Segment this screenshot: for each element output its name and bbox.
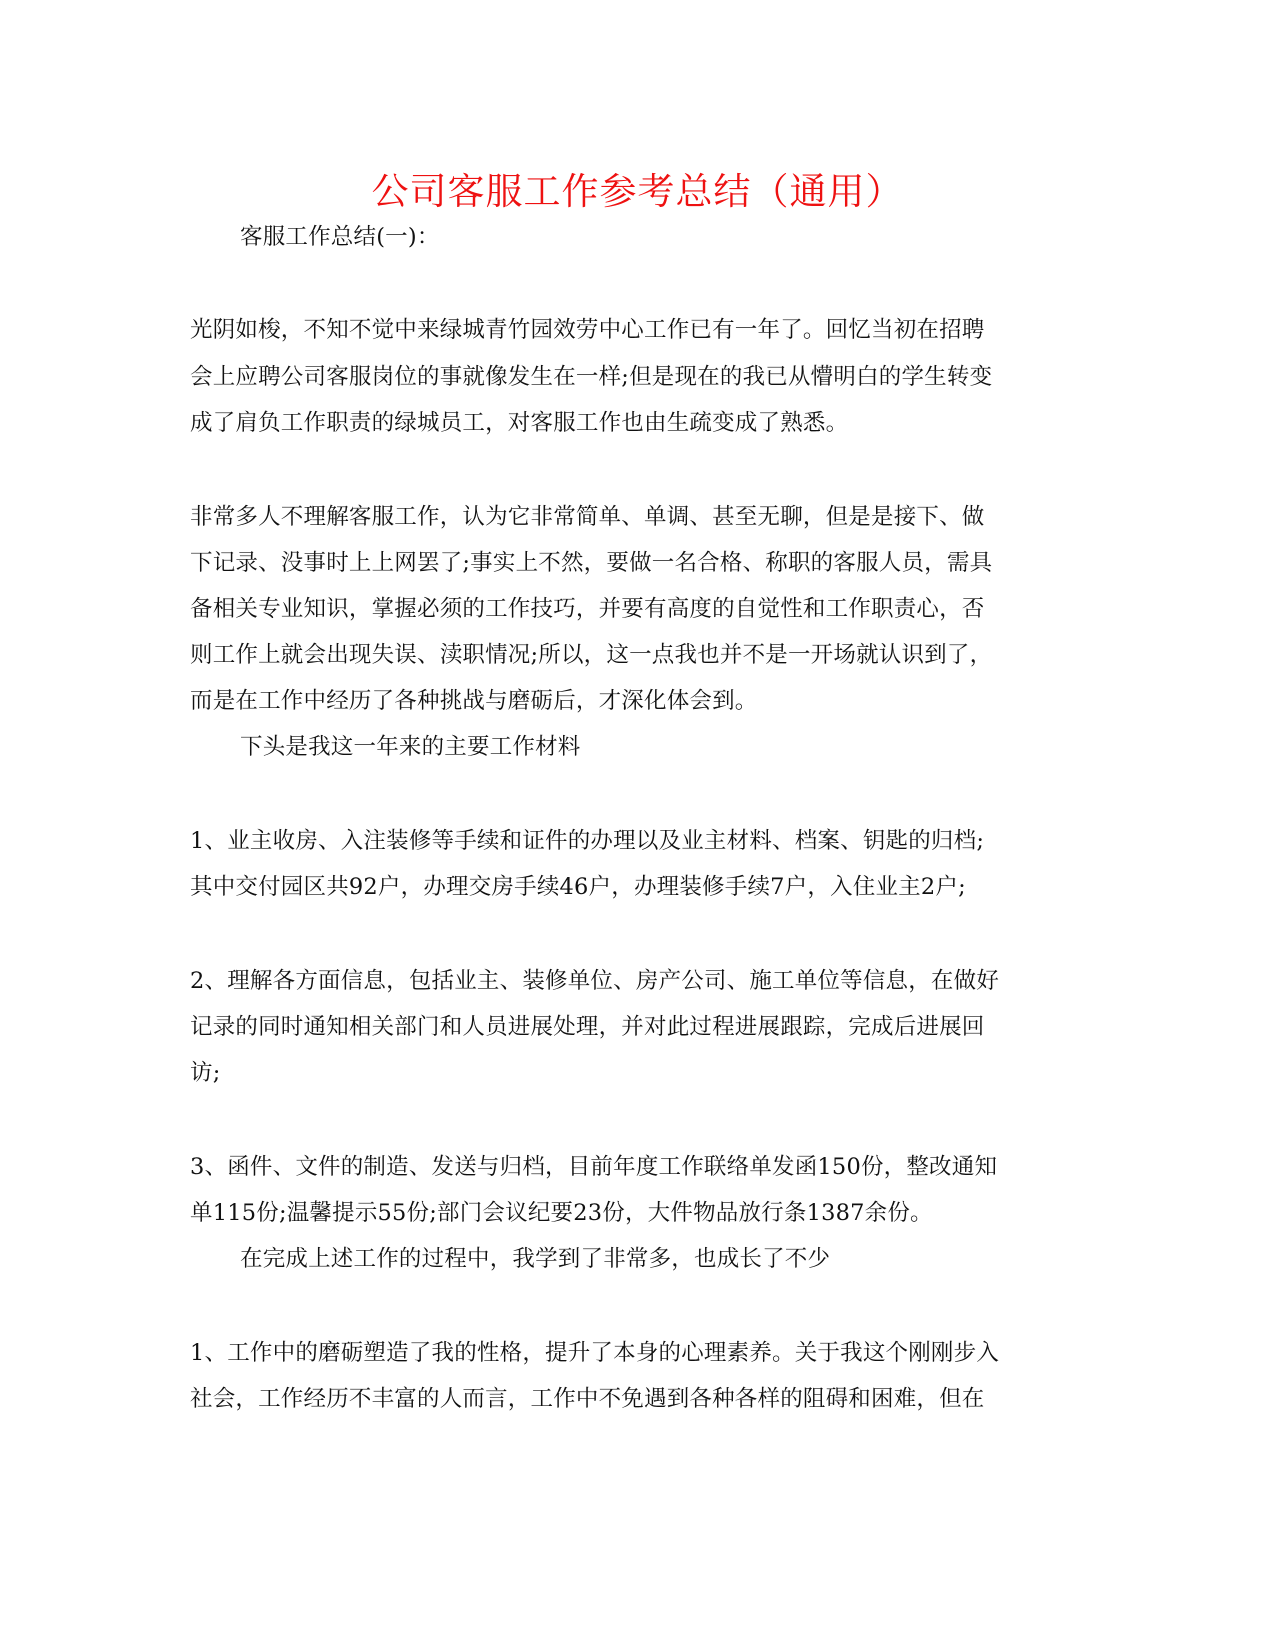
- document-title: 公司客服工作参考总结（通用）: [371, 170, 904, 213]
- list-item-line: 2、理解各方面信息，包括业主、装修单位、房产公司、施工单位等信息，在做好: [190, 968, 1000, 994]
- paragraph-line: 光阴如梭，不知不觉中来绿城青竹园效劳中心工作已有一年了。回忆当初在招聘: [190, 317, 985, 343]
- list-item-line: 1、工作中的磨砺塑造了我的性格，提升了本身的心理素养。关于我这个刚刚步入: [190, 1340, 1000, 1366]
- section-heading: 客服工作总结(一)：: [240, 224, 440, 250]
- paragraph-line: 则工作上就会出现失误、渎职情况;所以，这一点我也并不是一开场就认识到了，: [190, 642, 993, 668]
- paragraph-line: 备相关专业知识，掌握必须的工作技巧，并要有高度的自觉性和工作职责心，否: [190, 596, 985, 622]
- list-item-line: 记录的同时通知相关部门和人员进展处理，并对此过程进展跟踪，完成后进展回: [190, 1014, 985, 1040]
- list-item-line: 访;: [190, 1060, 221, 1086]
- subheading-line: 下头是我这一年来的主要工作材料: [240, 734, 581, 760]
- subheading-line: 在完成上述工作的过程中，我学到了非常多，也成长了不少: [240, 1246, 831, 1272]
- paragraph-line: 而是在工作中经历了各种挑战与磨砺后，才深化体会到。: [190, 688, 758, 714]
- list-item-line: 单115份;温馨提示55份;部门会议纪要23份，大件物品放行条1387余份。: [190, 1200, 933, 1226]
- list-item-line: 1、业主收房、入注装修等手续和证件的办理以及业主材料、档案、钥匙的归档;: [190, 828, 985, 854]
- list-item-line: 其中交付园区共92户，办理交房手续46户，办理装修手续7户，入住业主2户;: [190, 874, 966, 900]
- list-item-line: 社会，工作经历不丰富的人而言，工作中不免遇到各种各样的阻碍和困难，但在: [190, 1386, 985, 1412]
- paragraph-line: 成了肩负工作职责的绿城员工，对客服工作也由生疏变成了熟悉。: [190, 410, 849, 436]
- list-item-line: 3、函件、文件的制造、发送与归档，目前年度工作联络单发函150份，整改通知: [190, 1154, 998, 1180]
- paragraph-line: 非常多人不理解客服工作，认为它非常简单、单调、甚至无聊，但是是接下、做: [190, 504, 985, 530]
- paragraph-line: 会上应聘公司客服岗位的事就像发生在一样;但是现在的我已从懵明白的学生转变: [190, 364, 993, 390]
- paragraph-line: 下记录、没事时上上网罢了;事实上不然，要做一名合格、称职的客服人员，需具: [190, 550, 993, 576]
